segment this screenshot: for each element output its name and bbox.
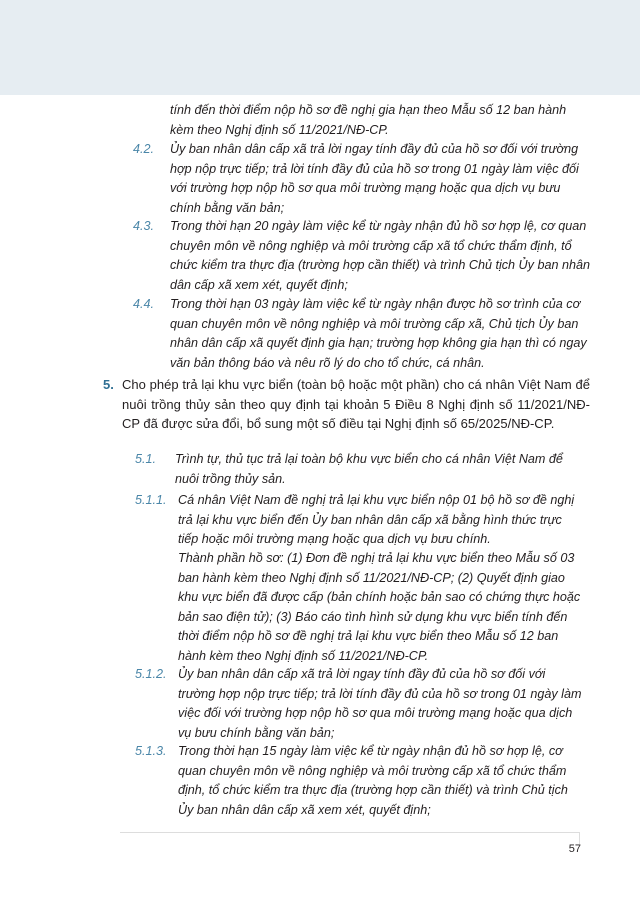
header-band [0, 0, 640, 95]
section-5-text: Cho phép trả lại khu vực biển (toàn bộ hoặc một phần) cho cá nhân Việt Nam để nuôi trồng thủy sản theo quy định tại khoản 5 Điều 8 Nghị định số 11/2021/NĐ-CP đã được sửa đổi, bổ sung một số điều tại Nghị định số 65/2025/NĐ-CP. [122, 377, 590, 432]
item-5-1-text: Trình tự, thủ tục trả lại toàn bộ khu vực biển cho cá nhân Việt Nam để nuôi trồng thủy sản. [175, 452, 563, 486]
item-5-1-2-text: Ủy ban nhân dân cấp xã trả lời ngay tính đầy đủ của hồ sơ đối với trường hợp nộp trực tiếp; trả lời tính đầy đủ của hồ sơ trong 01 ngày làm việc đối với trường hợp nộp hồ sơ qua môi trường mạng hoặc qua dịch vụ bưu chính bằng văn bản; [178, 667, 582, 740]
item-5-1-1-documents: Thành phần hồ sơ: (1) Đơn đề nghị trả lại khu vực biển theo Mẫu số 03 ban hành kèm theo Nghị định số 11/2021/NĐ-CP; (2) Quyết định giao khu vực biển đã được cấp (bản chính hoặc bản sao có chứng thực hoặc bản sao điện tử); (3) Báo cáo tình hình sử dụng khu vực biển tính đến thời điểm nộp hồ sơ đề nghị trả lại khu vực biển theo Mẫu số 12 ban hành kèm theo Nghị định số 11/2021/NĐ-CP. [178, 551, 581, 663]
item-5-1-1-text: Cá nhân Việt Nam đề nghị trả lại khu vực biển nộp 01 bộ hồ sơ đề nghị trả lại khu vực biển đến Ủy ban nhân dân cấp xã bằng hình thức trực tiếp hoặc môi trường mạng hoặc qua dịch vụ bưu chính. [178, 493, 575, 547]
item-4-3-text: Trong thời hạn 20 ngày làm việc kể từ ngày nhận đủ hồ sơ hợp lệ, cơ quan chuyên môn về nông nghiệp và môi trường cấp xã tổ chức thẩm định, tổ chức kiểm tra thực địa (trường hợp cần thiết) và trình Chủ tịch Ủy ban nhân dân cấp xã xem xét, quyết định; [170, 219, 590, 292]
item-4-4-text: Trong thời hạn 03 ngày làm việc kể từ ngày nhận được hồ sơ trình của cơ quan chuyên môn về nông nghiệp và môi trường cấp xã, Chủ tịch Ủy ban nhân dân cấp xã quyết định gia hạn; trường hợp không gia hạn thì có ngay văn bản thông báo và nêu rõ lý do cho tổ chức, cá nhân. [170, 297, 587, 370]
page-number: 57 [568, 843, 581, 855]
item-5-1-2-number: 5.1.2. [135, 667, 167, 681]
item-4-2-number: 4.2. [133, 142, 155, 156]
section-5-number: 5. [103, 377, 114, 392]
item-5-1-1-number: 5.1.1. [135, 493, 167, 507]
item-5-1-3-number: 5.1.3. [135, 744, 167, 758]
item-4-2-text: Ủy ban nhân dân cấp xã trả lời ngay tính đầy đủ của hồ sơ đối với trường hợp nộp trực tiếp; trả lời tính đầy đủ của hồ sơ trong 01 ngày làm việc đối với trường hợp nộp hồ sơ qua môi trường mạng hoặc qua dịch vụ bưu chính bằng văn bản; [170, 142, 579, 215]
continued-paragraph: tính đến thời điểm nộp hồ sơ đề nghị gia hạn theo Mẫu số 12 ban hành kèm theo Nghị định số 11/2021/NĐ-CP. [170, 103, 567, 137]
item-5-1-3-text: Trong thời hạn 15 ngày làm việc kể từ ngày nhận đủ hồ sơ hợp lệ, cơ quan chuyên môn về nông nghiệp và môi trường cấp xã tổ chức thẩm định, tổ chức kiểm tra thực địa (trường hợp cần thiết) và trình Chủ tịch Ủy ban nhân dân cấp xã xem xét, quyết định; [178, 744, 568, 817]
item-4-3-number: 4.3. [133, 219, 155, 233]
item-4-4-number: 4.4. [133, 297, 155, 311]
item-5-1-number: 5.1. [135, 452, 157, 466]
footer-rule [120, 832, 580, 833]
